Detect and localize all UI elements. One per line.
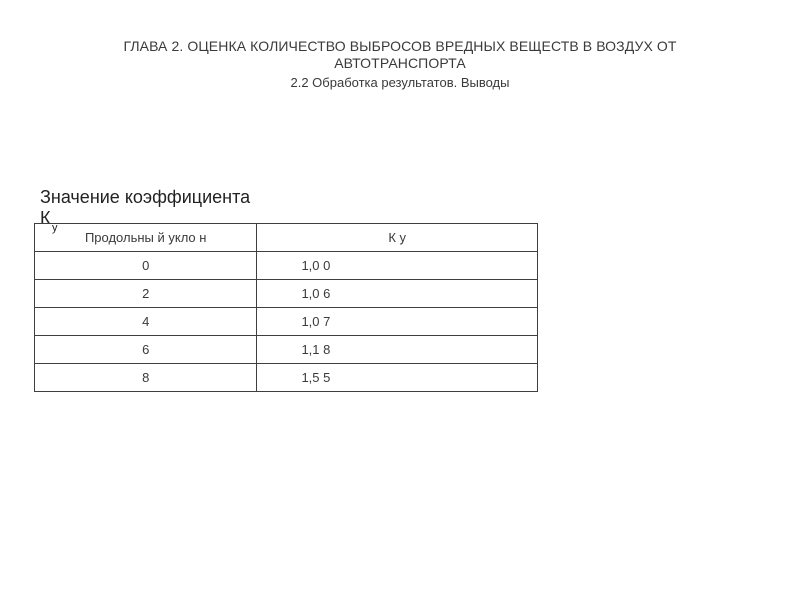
cell-slope: 4 [35,308,257,336]
cell-slope: 0 [35,252,257,280]
cell-coefficient: 1,1 8 [257,336,538,364]
table-row [35,308,538,336]
caption-symbol: К [40,208,51,228]
table-row [35,336,538,364]
table-row [35,252,538,280]
cell-coefficient: 1,0 6 [257,280,538,308]
chapter-title-line2: АВТОТРАНСПОРТА [334,55,466,71]
table-header-row [35,224,538,252]
cell-slope: 8 [35,364,257,392]
cell-slope: 2 [35,280,257,308]
table-caption: Значение коэффициента [40,187,251,207]
header-coefficient: К у [257,224,538,252]
caption-subscript: у [52,222,58,234]
coefficient-table [34,223,538,392]
section-title: 2.2 Обработка результатов. Выводы [290,75,510,90]
cell-slope: 6 [35,336,257,364]
slide-header [40,38,760,91]
header-slope: Продольны й укло н [35,224,257,252]
cell-coefficient: 1,0 7 [257,308,538,336]
table-row [35,280,538,308]
cell-coefficient: 1,0 0 [257,252,538,280]
cell-coefficient: 1,5 5 [257,364,538,392]
chapter-title-line1: ГЛАВА 2. ОЦЕНКА КОЛИЧЕСТВО ВЫБРОСОВ ВРЕДНЫХ ВЕЩЕСТВ В ВОЗДУХ ОТ [123,38,677,54]
table-row [35,364,538,392]
